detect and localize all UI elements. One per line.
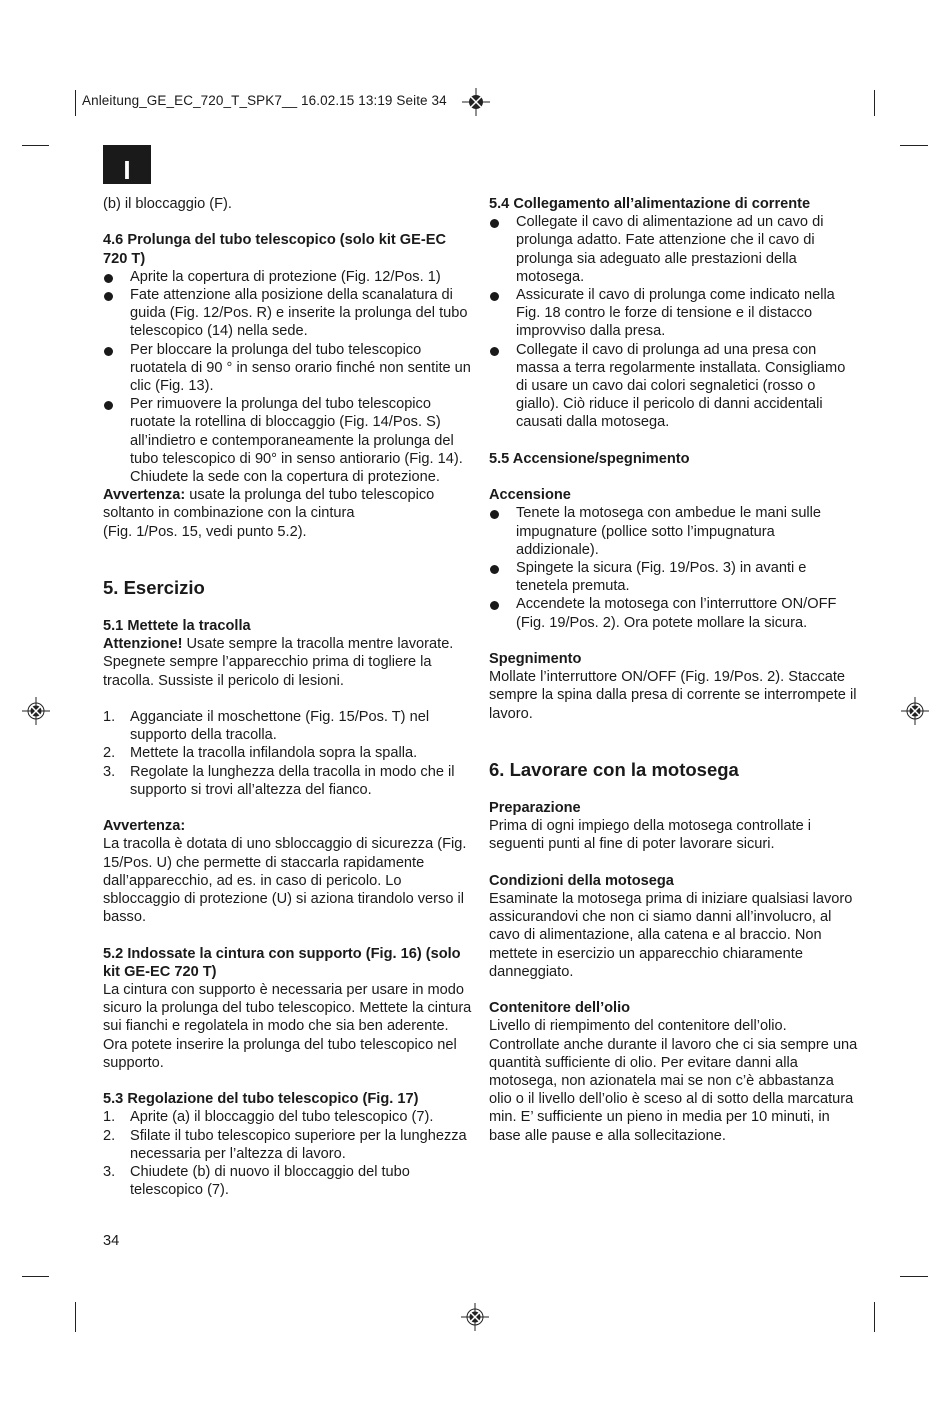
crop-mark-bottom-right-h: [900, 1276, 928, 1277]
list-item: Fate attenzione alla posizione della scanalatura di guida (Fig. 12/Pos. R) e inserite la prolunga del tubo telescopico (14) nella sede.: [103, 286, 473, 341]
section-5-3-steps: [103, 1108, 473, 1199]
right-column: [489, 195, 859, 1145]
page-number: 34: [103, 1233, 120, 1249]
section-5-5-title: 5.5 Accensione/spegnimento: [489, 450, 690, 467]
section-5-1-warning: [103, 635, 473, 690]
print-header: Anleitung_GE_EC_720_T_SPK7__ 16.02.15 13:19 Seite 34: [82, 93, 447, 108]
chapter-6-title: 6. Lavorare con la motosega: [489, 758, 739, 780]
left-column: [103, 195, 473, 1199]
switch-off-title: Spegnimento: [489, 651, 582, 668]
section-5-2-text: La cintura con supporto è necessaria per usare in modo sicuro la prolunga del tubo telescopico. Mettete la cintura sui fianchi e regolatela in modo che sia ben aderente. Ora potete inserire la prolunga del tubo telescopico nel supporto.: [103, 982, 472, 1071]
list-item: 3. Chiudete (b) di nuovo il bloccaggio del tubo telescopico (7).: [103, 1164, 410, 1199]
switch-on-bullets: [489, 504, 859, 631]
oil-tank-title: Contenitore dell’olio: [489, 1000, 631, 1017]
registration-mark-bottom-icon: [461, 1303, 489, 1331]
list-item: Assicurate il cavo di prolunga come indicato nella Fig. 18 contro le forze di tensione e il distacco improvviso dalla presa.: [489, 286, 859, 341]
warning-label: Attenzione!: [103, 636, 183, 653]
section-5-2-title: 5.2 Indossate la cintura con supporto (Fig. 16) (solo kit GE-EC 720 T): [103, 945, 461, 980]
switch-on-title: Accensione: [489, 487, 571, 504]
switch-off-text: Mollate l’interruttore ON/OFF (Fig. 19/Pos. 2). Staccate sempre la spina dalla presa di corrente se interrompete il lavoro.: [489, 669, 857, 722]
crop-mark-top-right-h: [900, 145, 928, 146]
note-label: Avvertenza:: [103, 487, 186, 504]
list-item: 1. Agganciate il moschettone (Fig. 15/Pos. T) nel supporto della tracolla.: [103, 709, 430, 744]
preparation-title: Preparazione: [489, 800, 581, 817]
list-item: Accendete la motosega con l’interruttore ON/OFF (Fig. 19/Pos. 2). Ora potete mollare la sicura.: [489, 595, 859, 631]
section-5-4-title: 5.4 Collegamento all’alimentazione di corrente: [489, 196, 811, 212]
list-item: Collegate il cavo di prolunga ad una presa con massa a terra regolarmente installata. Consigliamo di usare un cavo dai colori segnaletici (rosso o giallo). Ciò riduce il pericolo di danni accidentali causati dalla motosega.: [489, 341, 859, 432]
section-5-1-note-text: La tracolla è dotata di uno sbloccaggio di sicurezza (Fig. 15/Pos. U) che permette di staccarla rapidamente dall’apparecchio, ad es. in caso di pericolo. Lo sbloccaggio di protezione (U) si aziona tirandolo verso il basso.: [103, 836, 467, 926]
crop-mark-bottom-right-v: [874, 1302, 875, 1332]
list-item: 1. Aprite (a) il bloccaggio del tubo telescopico (7).: [103, 1109, 434, 1126]
list-item: Per rimuovere la prolunga del tubo telescopico ruotate la rotellina di bloccaggio (Fig. 14/Pos. S) all’indietro e contemporaneamente la prolunga del tubo telescopico di 90° in senso antiorario (Fig. 14). Chiudete la sede con la copertura di protezione.: [103, 395, 473, 486]
section-5-4-bullets: [489, 213, 859, 431]
list-item: 3. Regolate la lunghezza della tracolla in modo che il supporto si trovi all’altezza del fianco.: [103, 763, 455, 798]
condition-title: Condizioni della motosega: [489, 872, 674, 889]
crop-mark-bottom-left-v: [75, 1302, 76, 1332]
note-text: usate la prolunga del tubo telescopico soltanto in combinazione con la cintura: [103, 487, 435, 522]
section-4-6-bullets: [103, 268, 473, 486]
oil-tank-text: Livello di riempimento del contenitore dell’olio. Controllate anche durante il lavoro che ci sia sempre una quantità sufficiente di olio. Per evitare danni alla motosega, non azionatela mai se non c’è abbastanza olio o il livello dell’olio è sceso al di sotto della marcatura min. E’ sufficiente un pieno in media per 10 minuti, in base alle pause e alla sollecitazione.: [489, 1018, 858, 1144]
list-item: 2. Sfilate il tubo telescopico superiore per la lunghezza necessaria per l’altezza di lavoro.: [103, 1127, 467, 1162]
condition-text: Esaminate la motosega prima di iniziare qualsiasi lavoro assicurandovi che non ci siamo danni all’involucro, al cavo di alimentazione, alla catena e al braccio. Non mettete in esercizio un apparecchio chiaramente danneggiato.: [489, 891, 853, 980]
crop-mark-top-left-h: [22, 145, 49, 146]
language-tab: I: [103, 145, 151, 184]
section-5-1-title: 5.1 Mettete la tracolla: [103, 618, 251, 635]
registration-mark-left-icon: [22, 697, 50, 725]
section-5-1-note-label: Avvertenza:: [103, 818, 186, 835]
section-4-6-title: 4.6 Prolunga del tubo telescopico (solo kit GE-EC 720 T): [103, 232, 447, 267]
preparation-text: Prima di ogni impiego della motosega controllate i seguenti punti al fine di poter lavorare sicuri.: [489, 818, 812, 853]
registration-mark-right-icon: [901, 697, 929, 725]
warning-text: Usate sempre la tracolla mentre lavorate. Spegnete sempre l’apparecchio prima di togliere la tracolla. Sussiste il pericolo di lesioni.: [103, 636, 454, 689]
section-4-6-note-ref: (Fig. 1/Pos. 15, vedi punto 5.2).: [103, 523, 307, 540]
section-5-1-steps: [103, 708, 473, 799]
list-item: Spingete la sicura (Fig. 19/Pos. 3) in avanti e tenetela premuta.: [489, 559, 859, 595]
section-4-6-note: [103, 486, 473, 522]
list-item: Per bloccare la prolunga del tubo telescopico ruotatela di 90 ° in senso orario finché non sentite un clic (Fig. 13).: [103, 341, 473, 396]
intro-text: (b) il bloccaggio (F).: [103, 196, 232, 212]
section-5-3-title: 5.3 Regolazione del tubo telescopico (Fig. 17): [103, 1091, 419, 1108]
crop-mark-bottom-left-h: [22, 1276, 49, 1277]
registration-mark-top-icon: [462, 88, 490, 116]
list-item: Collegate il cavo di alimentazione ad un cavo di prolunga adatto. Fate attenzione che il cavo di prolunga sia adeguato alle prestazioni della motosega.: [489, 213, 859, 286]
list-item: Tenete la motosega con ambedue le mani sulle impugnature (pollice sotto l’impugnatura addizionale).: [489, 504, 859, 559]
list-item: Aprite la copertura di protezione (Fig. 12/Pos. 1): [103, 268, 473, 286]
chapter-5-title: 5. Esercizio: [103, 576, 205, 598]
crop-mark-top-left-v: [75, 90, 76, 116]
list-item: 2. Mettete la tracolla infilandola sopra la spalla.: [103, 745, 418, 762]
crop-mark-top-right-v: [874, 90, 875, 116]
